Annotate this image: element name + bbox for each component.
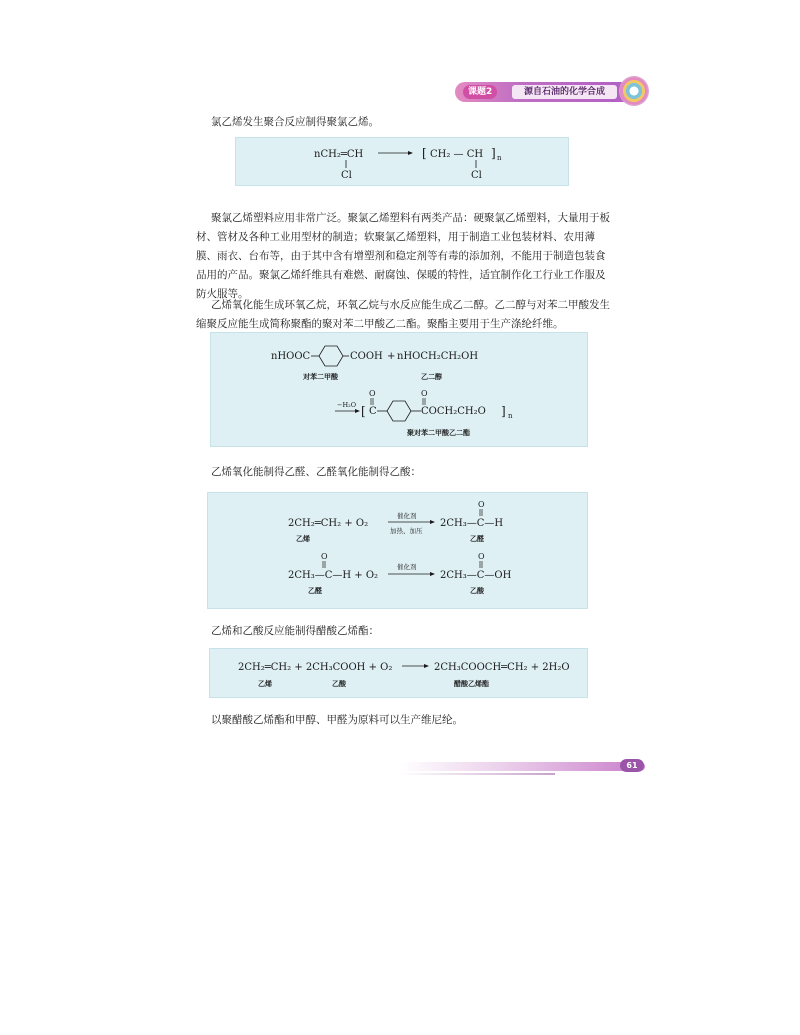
- eq-pvc-reactant-sub: Cl: [341, 170, 352, 181]
- eq-ox-row1-cond-top: 催化剂: [397, 512, 417, 520]
- eq-ox-row1-product-o: O: [478, 500, 485, 509]
- eq-ox-row2-product-o: O: [478, 552, 485, 561]
- eq-pvc-bracket-right: ]: [491, 146, 496, 160]
- equation-box-oxidation: [207, 492, 588, 609]
- eq-pet-prod-right: COCH₂CH₂O: [421, 406, 486, 417]
- equation-oxidation-svg: [208, 493, 587, 608]
- paragraph-vinylon: 以聚醋酸乙烯酯和甲醇、甲醛为原料可以生产维尼纶。: [211, 714, 463, 726]
- benzene-ring-icon: [319, 346, 343, 366]
- eq-va-label-3: 醋酸乙烯酯: [454, 679, 489, 688]
- eq-pet-prod-o1: O: [369, 389, 376, 398]
- equation-polyester-svg: [211, 333, 587, 446]
- paragraph-pvc-applications: 聚氯乙烯塑料应用非常广泛。聚氯乙烯塑料有两类产品：硬聚氯乙烯塑料，大量用于板材、管材及各种工业用型材的制造；软聚氯乙烯塑料，用于制造工业包装材料、农用薄膜、雨衣、台布等，由于其中含有增塑剂和稳定剂等有毒的添加剂，不能用于制造包装食品用的产品。聚氯乙烯纤维具有难燃、耐腐蚀、保暖的特性，适宜制作化工行业工作服及防火服等。: [196, 212, 610, 300]
- equation-box-pvc: [235, 137, 569, 186]
- paragraph-vinyl-acetate: 乙烯和乙酸反应能制得醋酸乙烯酯：: [211, 625, 379, 637]
- eq-pet-prod-o2: O: [421, 389, 428, 398]
- chapter-title: 源自石油的化学合成: [512, 85, 617, 99]
- paragraph-polyester: 乙烯氧化能生成环氧乙烷，环氧乙烷与水反应能生成乙二醇。乙二醇与对苯二甲酸发生缩聚反应能生成简称聚酯的聚对苯二甲酸乙二酯。聚酯主要用于生产涤纶纤维。: [196, 299, 610, 330]
- eq-ox-row2-left: 2CH₃—C—H + O₂: [288, 570, 379, 581]
- paragraph-acetaldehyde: 乙烯氧化能制得乙醛、乙醛氧化能制得乙酸：: [211, 466, 421, 478]
- equation-vinyl-acetate-svg: [210, 649, 587, 697]
- eq-ox-row1-label: 乙烯: [296, 534, 310, 543]
- eq-va-label-1: 乙烯: [258, 679, 272, 688]
- eq-ox-row1-product: 2CH₃—C—H: [440, 518, 504, 529]
- eq-va-left: 2CH₂═CH₂ + 2CH₃COOH + O₂: [238, 662, 393, 673]
- page-number: 61: [620, 759, 644, 772]
- eq-pvc-product: CH₂ — CH: [430, 149, 484, 160]
- eq-pvc-reactant: nCH₂═CH: [314, 149, 364, 160]
- equation-box-vinyl-acetate: [209, 648, 588, 698]
- benzene-ring-icon: [387, 401, 411, 421]
- eq-ox-row2-label: 乙醛: [308, 586, 322, 595]
- eq-ox-row2-cond-top: 催化剂: [397, 563, 417, 571]
- eq-pet-n: n: [508, 412, 513, 420]
- eq-pet-label-r2: 乙二醇: [421, 372, 442, 381]
- eq-va-label-2: 乙酸: [332, 679, 346, 688]
- eq-ox-row1-cond-bottom: 加热、加压: [390, 527, 423, 535]
- eq-pvc-n: n: [497, 154, 502, 162]
- eq-ox-row2-left-o: O: [321, 552, 328, 561]
- eq-pet-r1-right: COOH: [350, 351, 383, 362]
- eq-pet-r1-left: nHOOC: [271, 351, 311, 362]
- eq-ox-row2-product-label: 乙酸: [470, 586, 484, 595]
- eq-pet-bracket-right: ]: [501, 404, 506, 418]
- equation-pvc-svg: [236, 138, 568, 185]
- eq-va-right: 2CH₃COOCH═CH₂ + 2H₂O: [434, 662, 570, 673]
- chapter-emblem-icon: [620, 77, 648, 105]
- eq-pet-r2: nHOCH₂CH₂OH: [397, 351, 479, 362]
- eq-pet-condition: −H₂O: [337, 401, 357, 409]
- footer-line: [400, 773, 555, 775]
- equation-box-polyester: [210, 332, 588, 447]
- eq-pet-prod-left: C: [369, 406, 377, 417]
- eq-ox-row1-left: 2CH₂═CH₂ + O₂: [288, 518, 369, 529]
- footer-bar: [400, 762, 645, 771]
- lesson-tag: 课题2: [463, 85, 497, 99]
- eq-pet-bracket-left: [: [361, 404, 366, 418]
- eq-ox-row2-product: 2CH₃—C—OH: [440, 570, 512, 581]
- eq-pet-label-r1: 对苯二甲酸: [303, 372, 338, 381]
- eq-pet-label-prod: 聚对苯二甲酸乙二酯: [407, 428, 470, 437]
- eq-ox-row1-product-label: 乙醛: [470, 534, 484, 543]
- eq-pet-plus: +: [387, 351, 396, 362]
- paragraph-pvc-polymerization: 氯乙烯发生聚合反应制得聚氯乙烯。: [211, 116, 379, 128]
- eq-pvc-product-sub: Cl: [471, 170, 482, 181]
- eq-pvc-bracket-left: [: [422, 146, 427, 160]
